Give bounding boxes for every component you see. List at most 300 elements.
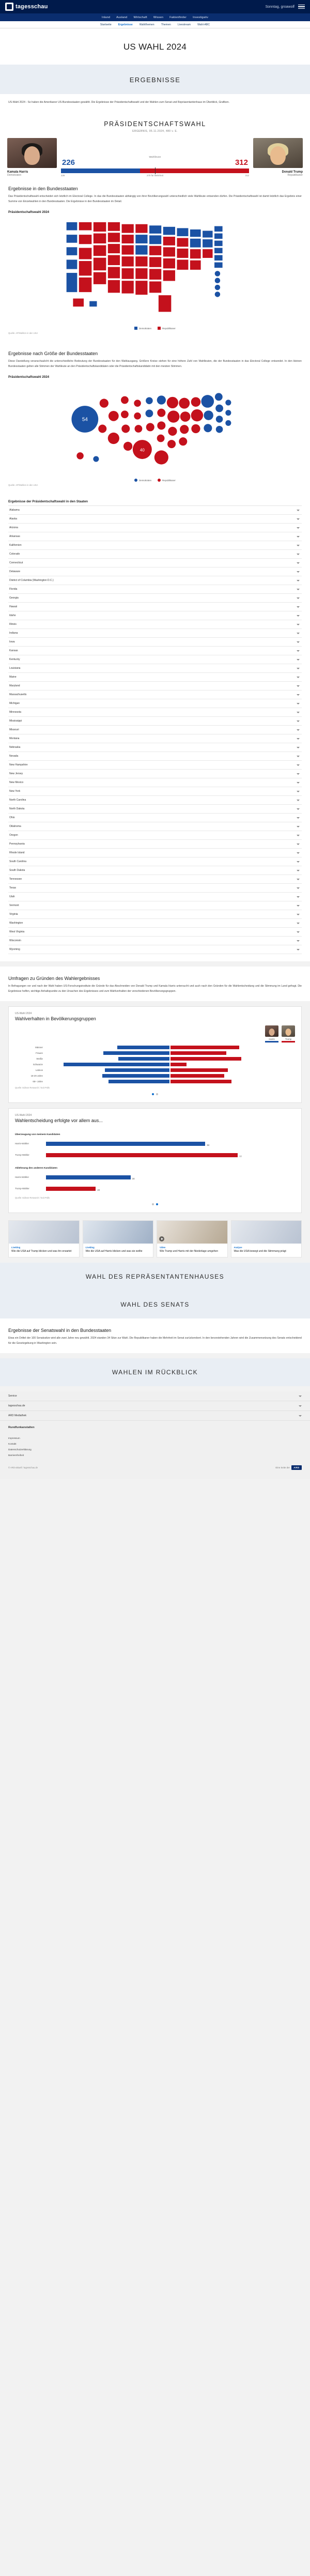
state-name: Florida [9,588,18,591]
teaser-title: Wie Trump und Harris mit der Niederlage umgehen [160,1249,219,1253]
nav-item-5[interactable]: Investigativ [193,16,209,19]
teaser-title: Wie die USA auf Harris blicken und was sie wollte [85,1249,143,1253]
state-name: North Dakota [9,807,25,811]
state-name: Montana [9,737,20,741]
state-row[interactable] [8,708,302,717]
footer-section-service-label: Service [8,1394,17,1398]
poll-slide-groups[interactable] [8,1006,302,1103]
state-row[interactable] [8,796,302,805]
bar-left-wrap [45,1046,169,1049]
legend-republican [158,327,176,330]
results-intro-text: US-Wahl 2024 - So haben die Amerikaner US-Bundesstaaten gewählt. Die Ergebnisse der Präsidentschaftswahl und der Wahlen zum Senat und Repräsentantenhaus im Überblick, Grafiken. [8,101,230,104]
state-row[interactable] [8,568,302,576]
legend-democrat-label: Demokraten [139,327,152,330]
group-bars [45,1046,295,1049]
chevron-down-icon [297,738,300,740]
state-name: West Virginia [9,930,25,934]
state-row[interactable] [8,655,302,664]
chevron-down-icon [297,606,300,608]
bar-right-wrap [171,1074,295,1078]
chevron-down-icon [297,861,300,863]
svg-text:54: 54 [82,417,88,423]
candidate-row [0,138,310,177]
nav-item-2[interactable]: Wirtschaft [133,16,147,19]
main-navigation [0,13,310,21]
teaser-kicker: Liveblog [85,1246,95,1249]
state-name: Washington [9,922,23,925]
motivation-bar [46,1142,205,1146]
top-bar-right [266,5,305,9]
state-name: South Carolina [9,860,27,864]
motivation-label: Trump-Wähler [15,1154,29,1157]
state-row[interactable] [8,647,302,655]
president-heading: PRÄSIDENTSCHAFTSWAHL [104,120,206,128]
senate-heading-band [0,1291,310,1318]
state-row[interactable] [8,717,302,726]
chevron-down-icon [297,905,300,907]
chevron-down-icon [297,536,300,538]
group-label: Männer [35,1046,43,1049]
nav-item-0[interactable]: Inland [101,16,111,19]
slide1-harris-label: Harris [269,1037,275,1040]
chevron-down-icon [297,808,300,810]
chevron-down-icon [297,826,300,827]
chevron-down-icon [297,641,300,643]
bar-left-wrap [45,1068,169,1072]
state-row[interactable] [8,937,302,945]
bar-foot-left: 226 [61,174,65,177]
footer-link[interactable]: Barrierefreiheit [8,1454,24,1457]
state-row[interactable] [8,594,302,603]
teaser-title: Wie die USA auf Trump blicken und was ihn erwartet [11,1249,72,1253]
chevron-down-icon [297,817,300,819]
house-heading: WAHL DES REPRÄSENTANTENHAUSES [85,1273,225,1281]
state-name: Vermont [9,904,19,908]
slide1-kicker: US-Wahl 2024 [15,1011,32,1015]
state-row[interactable] [8,576,302,585]
harris-bar [64,1063,169,1070]
state-row[interactable] [8,893,302,901]
chevron-down-icon [297,650,300,652]
teaser-image [231,1221,302,1244]
chevron-down-icon [297,720,300,722]
chevron-down-icon [297,896,300,898]
trump-electors: 312 [235,158,248,167]
spacer-house [0,1258,310,1263]
state-name: Virginia [9,913,18,916]
chevron-down-icon [297,518,300,520]
bubble-map-title: Präsidentschaftswahl 2024 [8,375,50,379]
chevron-down-icon [297,914,300,915]
state-name: Arkansas [9,535,20,539]
site-footer [0,1391,310,1479]
group-bar-row [15,1067,295,1073]
page-title-band [0,28,310,65]
copyright-text: © ARD-aktuell / tagesschau.de [8,1466,38,1469]
harris-value: 85 [65,1067,67,1070]
chevron-down-icon [297,562,300,564]
state-name: Minnesota [9,711,22,714]
states-map-title: Präsidentschaftswahl 2024 [8,210,50,214]
state-row[interactable] [8,770,302,778]
states-map-source: Quelle: AP/Wahlen in den USA [8,332,38,335]
harris-bar [105,1068,169,1072]
weather-label: Sonntag, groawolf [265,5,295,9]
subnav-item-livestream[interactable]: Livestream [177,23,191,26]
nav-item-1[interactable]: Ausland [116,16,128,19]
slider-dot-1[interactable] [152,1093,154,1095]
nav-item-4[interactable]: Faktenfinder [169,16,187,19]
state-row[interactable] [8,840,302,849]
state-row[interactable] [8,743,302,752]
chevron-down-icon [297,685,300,687]
state-row[interactable] [8,787,302,796]
state-row[interactable] [8,884,302,893]
harris-value: 49 [109,1084,112,1087]
state-row[interactable] [8,928,302,937]
rueckblick-heading: WAHLEN IM RÜCKBLICK [112,1369,198,1376]
chevron-down-icon [297,554,300,555]
state-row[interactable] [8,814,302,822]
bar-right-wrap [171,1063,295,1066]
slide1-group-chart [15,1045,295,1087]
state-row[interactable] [8,849,302,857]
teaser-kicker: Video [160,1246,166,1249]
chevron-down-icon [297,747,300,748]
state-row[interactable] [8,831,302,840]
trump-bar [171,1080,231,1087]
state-row[interactable] [8,541,302,550]
state-row[interactable] [8,699,302,708]
teaser-body [231,1244,302,1258]
chevron-down-icon [299,1415,302,1417]
state-row[interactable] [8,524,302,532]
subnav-item-wahlthemen[interactable]: Wahlthemen [139,23,154,26]
spacer-rueckblick [0,1353,310,1358]
group-bars [45,1080,295,1087]
size-section-title: Ergebnisse nach Größe der Bundesstaaten [8,351,98,357]
harris-bar [103,1051,169,1059]
state-name: Iowa [9,640,15,644]
state-accordion-card [0,494,310,961]
umfragen-card [0,967,310,1001]
state-row[interactable] [8,682,302,691]
slider-dot-2[interactable] [156,1093,158,1095]
electoral-bar-red [140,168,249,173]
state-row[interactable] [8,875,302,884]
harris-portrait-photo [7,138,57,168]
group-label: Latinos [35,1068,43,1071]
state-row[interactable] [8,664,302,673]
teaser-card[interactable] [157,1220,228,1258]
motivation-bar-row [15,1149,295,1161]
chevron-down-icon [297,571,300,573]
state-row[interactable] [8,778,302,787]
state-row[interactable] [8,559,302,568]
majority-label: 270 für Mehrheit [147,174,163,177]
senate-heading: WAHL DES SENATS [120,1301,190,1309]
footer-link[interactable]: Kontakt [8,1443,17,1446]
footer-section-service[interactable] [0,1391,310,1401]
slide2-kicker: US-Wahl 2024 [15,1113,32,1117]
state-row[interactable] [8,734,302,743]
chevron-down-icon [297,923,300,924]
chevron-down-icon [297,633,300,634]
motivation-bar-row [15,1138,295,1149]
us-choropleth-map[interactable] [8,216,302,325]
subnav-item-wahl-abc[interactable]: Wahl-ABC [197,23,210,26]
motivation-label: Trump-Wähler [15,1187,29,1190]
bar-left-wrap [45,1080,169,1087]
states-section-title: Ergebnisse in den Bundesstaaten [8,186,78,192]
state-list-title: Ergebnisse der Präsidentschaftswahl in den Staaten [8,500,88,504]
nav-item-3[interactable]: Wissen [153,16,164,19]
state-name: Louisiana [9,667,21,670]
state-row[interactable] [8,611,302,620]
state-name: Colorado [9,553,20,556]
chevron-down-icon [297,940,300,942]
slider2-dot-1[interactable] [152,1203,154,1205]
chevron-down-icon [297,510,300,511]
trump-bar [171,1068,228,1072]
state-name: Maryland [9,684,20,688]
group-label: 18-29 Jahre [30,1074,43,1077]
page-title: US WAHL 2024 [123,42,187,52]
teaser-kicker: Analyse [234,1246,242,1249]
teaser-kicker: Liveblog [11,1246,21,1249]
motivation-track [46,1151,295,1160]
chevron-down-icon [297,668,300,669]
electoral-bar-blue [61,168,140,173]
footer-link[interactable]: Datenschutzerklärung [8,1448,32,1451]
state-row[interactable] [8,822,302,831]
motivation-track [46,1139,295,1148]
trump-bar [171,1057,241,1061]
site-logo[interactable] [5,3,48,11]
map-legend [8,325,302,330]
teaser-body [9,1244,79,1258]
chevron-down-icon [297,729,300,731]
chevron-down-icon [299,1396,302,1397]
chevron-down-icon [297,887,300,889]
slide2-sub1: Überzeugung von meinem Kandidaten [15,1133,60,1136]
motivation-value: 20 [97,1188,100,1191]
harris-value: 53 [104,1055,107,1059]
group-bar-row [15,1062,295,1070]
trump-thumb-photo [282,1025,295,1037]
state-row[interactable] [8,603,302,611]
harris-name: Kamala Harris [7,171,28,174]
group-bars [45,1063,295,1070]
states-map-card [0,177,310,342]
teaser-body [83,1244,153,1258]
motivation-value: 64 [207,1143,210,1146]
state-name: Texas [9,886,17,890]
state-name: Georgia [9,596,19,600]
state-row[interactable] [8,901,302,910]
footer-section-mediathek[interactable] [0,1411,310,1421]
results-heading: ERGEBNISSE [129,76,181,84]
slide2-source: Quelle: Edison Research / Exit Polls [15,1196,50,1199]
motivation-bar-row [15,1172,295,1183]
motivation-track [46,1173,295,1182]
bubble-map-svg [8,381,302,477]
us-bubble-map[interactable] [8,381,302,477]
state-name: Nebraska [9,746,21,749]
chevron-down-icon [297,949,300,950]
motivation-track [46,1184,295,1193]
bubble-legend-democrat-label: Demokraten [139,479,152,482]
bar-left-wrap [45,1051,169,1059]
chevron-down-icon [297,931,300,933]
trump-color-strip [282,1041,295,1042]
play-icon[interactable] [159,1236,164,1241]
spacer-footer [0,1386,310,1391]
motivation-bar-row [15,1183,295,1194]
state-row[interactable] [8,506,302,515]
slider-dots-2 [15,1199,295,1205]
legend-swatch-blue [134,327,137,330]
motivation-label: Harris-Wähler [15,1142,29,1145]
chevron-down-icon [297,659,300,661]
footer-section-tagesschau-label: tagesschau.de [8,1404,25,1408]
group-bar-row [15,1050,295,1059]
spacer-umfragen [0,961,310,967]
hamburger-icon[interactable] [298,5,305,9]
trump-bar [171,1074,224,1078]
umfragen-title: Umfragen zu Gründen des Wahlergebnisses [8,976,100,982]
harris-bar [118,1057,169,1061]
state-row[interactable] [8,866,302,875]
poll-slide-motivation[interactable] [8,1108,302,1213]
slide1-source: Quelle: Edison Research / Exit Polls [15,1086,50,1089]
state-row[interactable] [8,805,302,814]
chevron-down-icon [297,844,300,845]
slide2-sub2: Ablehnung des anderen Kandidaten [15,1167,58,1170]
motivation-bar [46,1175,131,1179]
state-row[interactable] [8,857,302,866]
ard-label: Eine Seite der [275,1466,290,1469]
chevron-down-icon [299,1405,302,1407]
teaser-row [0,1213,310,1258]
electoral-summary [57,156,253,177]
teaser-card[interactable] [83,1220,154,1258]
teaser-card[interactable] [231,1220,302,1258]
teaser-body [157,1244,227,1258]
group-bars [45,1074,295,1081]
state-row[interactable] [8,752,302,761]
electors-label: Wahlleute [149,156,161,159]
slider2-dot-2[interactable] [156,1203,158,1205]
state-name: North Carolina [9,799,26,802]
state-name: Oregon [9,834,18,837]
state-name: Delaware [9,570,21,574]
group-bar-row [15,1045,295,1050]
group-bars [45,1057,295,1061]
state-name: Alabama [9,509,20,512]
footer-section-tagesschau[interactable] [0,1401,310,1411]
group-bars [45,1051,295,1059]
bubble-map-source: Quelle: AP/Wahlen in den USA [8,484,38,487]
slide1-harris [265,1025,278,1042]
group-label: Schwarze [33,1063,43,1066]
slide1-candidate-heads [15,1025,295,1045]
chevron-down-icon [297,694,300,696]
state-name: Missouri [9,728,19,732]
chevron-down-icon [297,879,300,880]
bar-right-wrap [171,1068,295,1072]
state-row[interactable] [8,620,302,629]
rueckblick-heading-band [0,1358,310,1386]
motivation-label: Harris-Wähler [15,1176,29,1179]
state-row[interactable] [8,673,302,682]
harris-electors: 226 [62,158,75,167]
bubble-map-card [0,342,310,494]
state-name: Michigan [9,702,20,706]
harris-value: 54 [103,1078,106,1081]
state-row[interactable] [8,550,302,559]
state-row[interactable] [8,638,302,647]
state-row[interactable] [8,945,302,954]
top-bar [0,0,310,13]
state-row[interactable] [8,726,302,734]
bar-left-wrap [45,1074,169,1081]
svg-text:40: 40 [140,448,145,453]
state-row[interactable] [8,629,302,638]
state-row[interactable] [8,515,302,524]
slide1-trump-label: Trump [285,1037,291,1040]
bar-foot-right: 312 [245,174,249,177]
subnav-item-themen[interactable]: Themen [161,23,171,26]
teaser-image [83,1221,153,1244]
state-row[interactable] [8,761,302,770]
teaser-image [9,1221,79,1244]
motivation-value: 77 [239,1155,242,1158]
state-name: Wisconsin [9,939,21,943]
teaser-card[interactable] [8,1220,80,1258]
state-name: Utah [9,895,15,899]
footer-link[interactable]: Impressum [8,1437,20,1440]
chevron-down-icon [297,677,300,678]
subnav-item-ergebnisse[interactable]: Ergebnisse [118,23,133,26]
motivation-value: 34 [132,1177,135,1180]
chevron-down-icon [297,545,300,546]
state-row[interactable] [8,585,302,594]
state-name: Nevada [9,755,19,758]
subnav-item-startseite[interactable]: Startseite [100,23,112,26]
bubble-map-legend [8,477,302,482]
trump-bar [171,1051,226,1055]
ard-logo [275,1465,302,1470]
state-row[interactable] [8,532,302,541]
legend-swatch-red [158,327,161,330]
state-row[interactable] [8,919,302,928]
sub-navigation [0,21,310,28]
state-row[interactable] [8,691,302,699]
state-name: Kentucky [9,658,20,662]
state-row[interactable] [8,910,302,919]
harris-party: Demokraten [7,174,22,177]
group-bar-row [15,1079,295,1087]
state-name: Rhode Island [9,851,25,855]
chevron-down-icon [297,773,300,775]
bubble-legend-republican [158,479,176,482]
chevron-down-icon [297,703,300,704]
state-name: Kansas [9,649,18,653]
state-name: Wyoming [9,948,20,952]
slide2-chart-2 [15,1172,295,1194]
harris-bar [117,1046,169,1049]
